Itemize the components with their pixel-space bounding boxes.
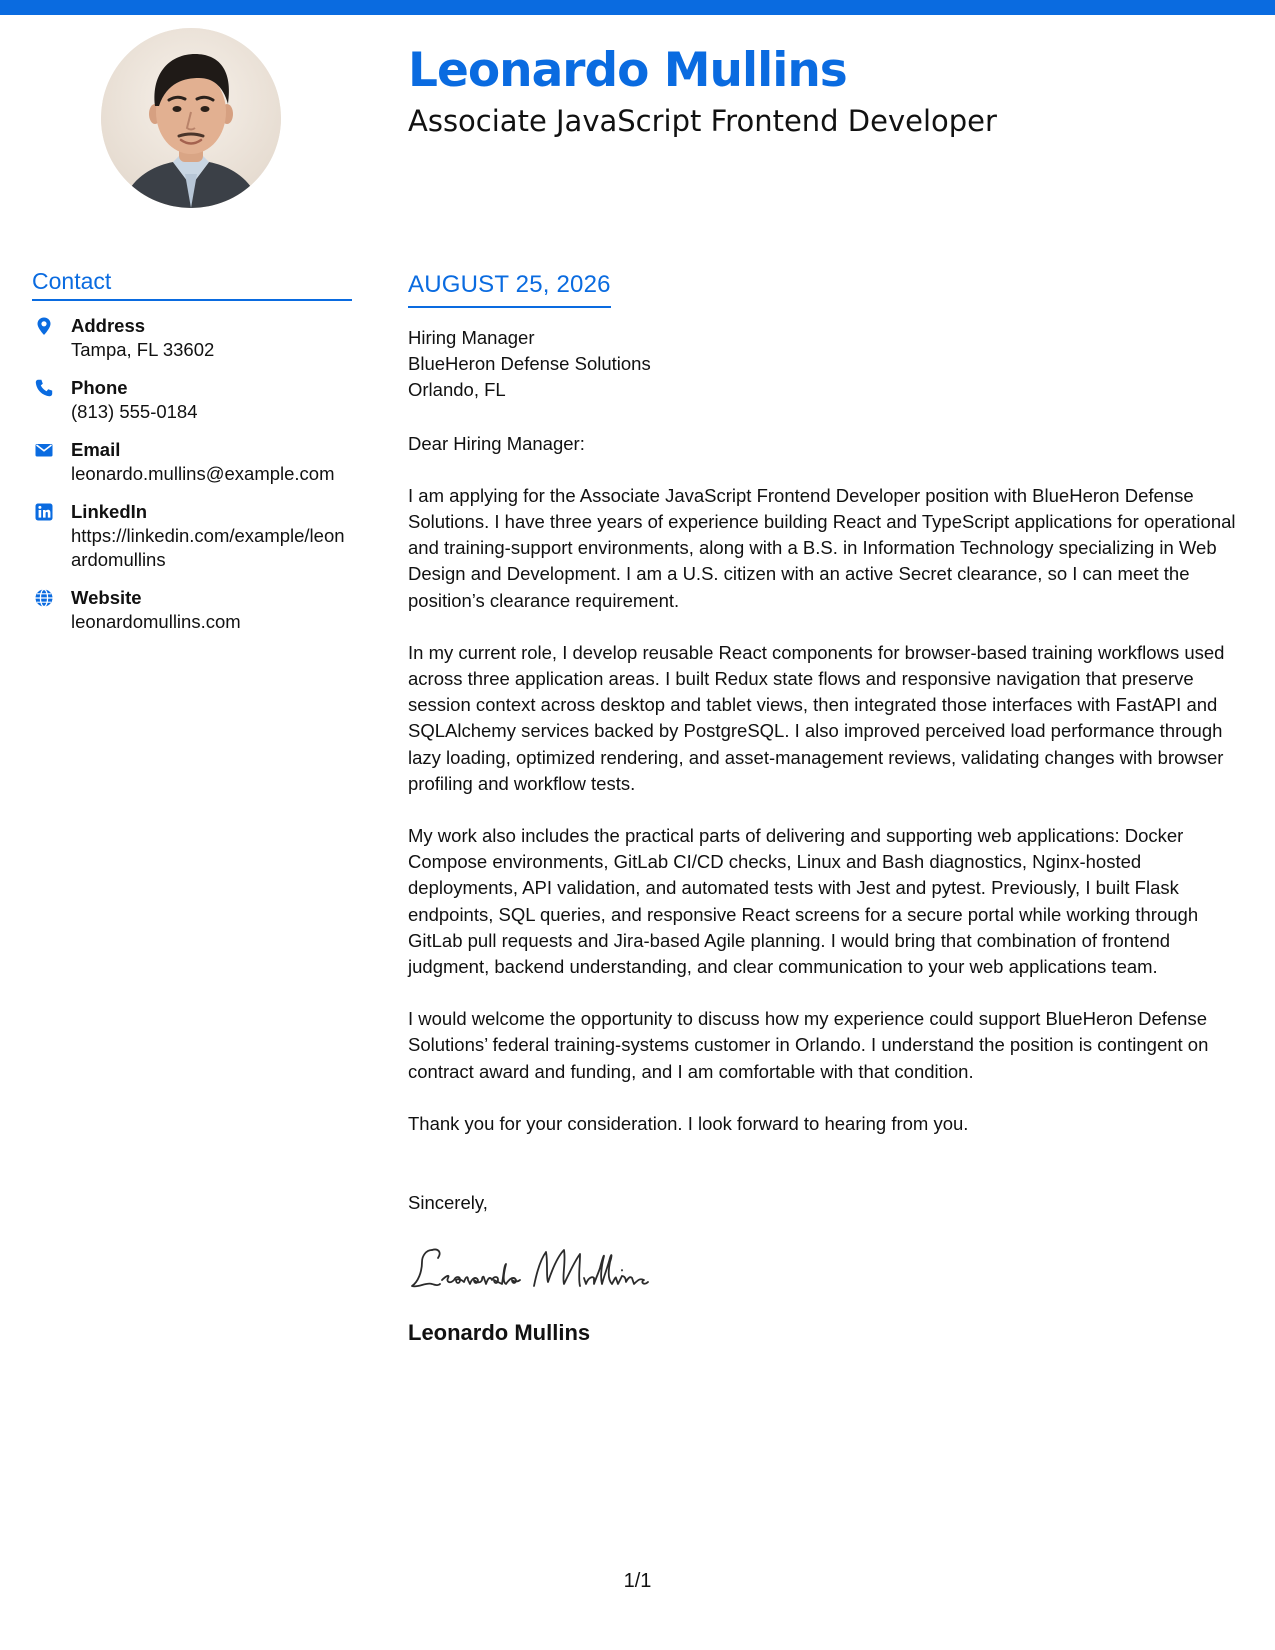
top-accent-bar [0,0,1275,15]
contact-label: Address [71,315,146,336]
letter-paragraph: Thank you for your consideration. I look forward to hearing from you. [408,1112,969,1134]
recipient-line: Orlando, FL [408,379,506,401]
letter-paragraph: I would welcome the opportunity to discuss how my experience could support BlueHeron Defense Solutions’ federal training-systems customer in Orlando. I understand the position is contingent on contract award and funding, and I am comfortable with that condition. [408,1008,1209,1082]
profile-photo [101,28,281,208]
avatar [101,28,281,208]
cover-letter-body [408,268,1253,1348]
letter-date: AUGUST 25, 2026 [408,268,611,308]
map-pin-icon [34,316,54,336]
contact-heading: Contact [32,266,352,301]
website-value[interactable]: leonardomullins.com [71,611,241,632]
letter-paragraph: In my current role, I develop reusable React components for browser-based training workflows used across three application areas. I built Redux state flows and responsive navigation that preserve session context across desktop and tablet views, then integrated those interfaces with FastAPI and SQLAlchemy services backed by PostgreSQL. I also improved perceived load performance through lazy loading, optimized rendering, and asset-management reviews, validating changes with browser profiling and workflow tests. [408,641,1225,794]
recipient-block [408,325,1253,404]
candidate-name: Leonardo Mullins [408,43,847,98]
recipient-line: BlueHeron Defense Solutions [408,353,651,375]
recipient-line: Hiring Manager [408,327,535,348]
phone-value: (813) 555-0184 [71,401,198,422]
salutation: Dear Hiring Manager: [408,432,585,454]
contact-label: Phone [71,377,128,398]
contact-email [32,438,352,486]
email-value: leonardo.mullins@example.com [71,463,335,484]
letter-paragraph: I am applying for the Associate JavaScript Frontend Developer position with BlueHeron Defense Solutions. I have three years of experience building React and TypeScript applications for operational and training-support environments, along with a B.S. in Information Technology specializing in Web Design and Development. I am a U.S. citizen with an active Secret clearance, so I can meet the position’s clearance requirement. [408,484,1236,611]
address-value: Tampa, FL 33602 [71,339,215,360]
page-number: 1/1 [623,1570,652,1592]
envelope-icon [34,440,54,460]
letter-paragraph: My work also includes the practical parts of delivering and supporting web applications: Docker Compose environments, GitLab CI/CD checks, Linux and Bash diagnostics, Nginx-hosted deployments, API validation, and automated tests with Jest and pytest. Previously, I built Flask endpoints, SQL queries, and responsive React screens for a secure portal while working through GitLab pull requests and Jira-based Agile planning. I would bring that combination of frontend judgment, backend understanding, and clear communication to your web applications team. [408,825,1199,978]
contact-phone [32,376,352,424]
closing: Sincerely, [408,1192,488,1214]
contact-label: LinkedIn [71,501,148,522]
job-title: Associate JavaScript Frontend Developer [408,104,997,138]
contact-linkedin [32,500,352,572]
globe-icon [34,588,54,608]
contact-label: Website [71,587,142,608]
contact-website [32,586,352,634]
contact-address [32,314,352,362]
linkedin-value[interactable]: https://linkedin.com/example/leonardomullins [71,525,345,570]
phone-icon [34,378,54,398]
linkedin-icon [34,502,54,522]
contact-label: Email [71,439,121,460]
handwritten-signature [408,1242,1253,1298]
contact-sidebar [32,266,352,648]
signer-name: Leonardo Mullins [408,1320,591,1346]
signature-image [408,1242,678,1298]
